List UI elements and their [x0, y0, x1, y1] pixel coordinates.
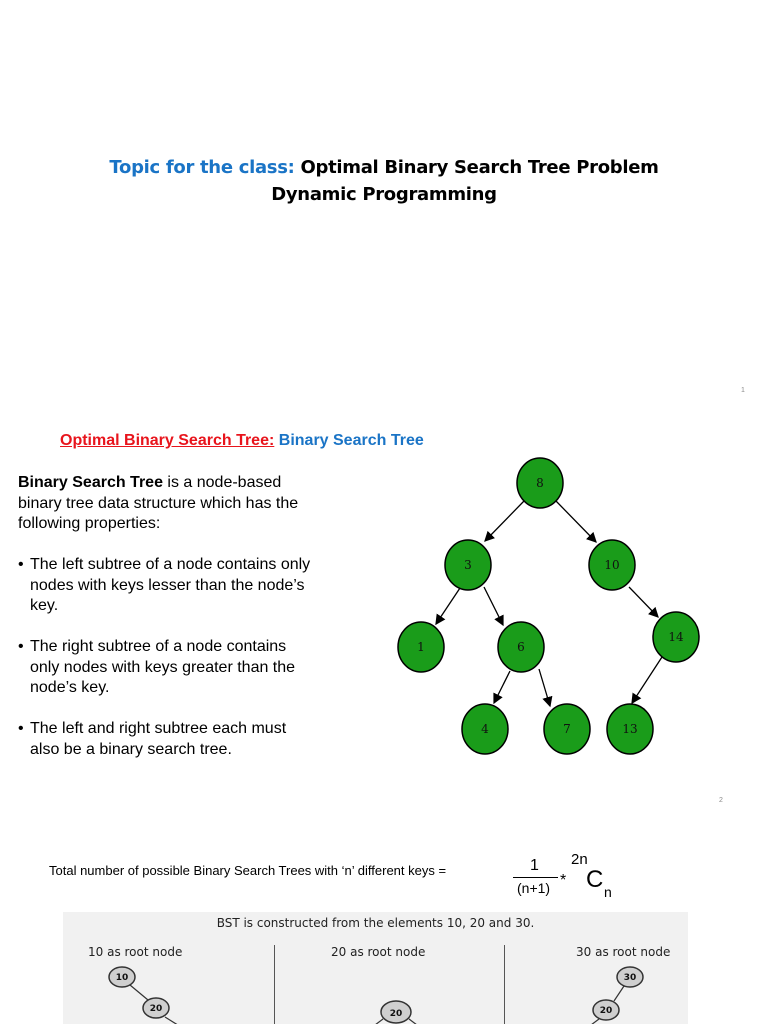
page-number-2: 2: [719, 797, 723, 804]
formula-denominator: (n+1): [517, 880, 551, 896]
node-10: [589, 540, 635, 590]
title-line-2: Dynamic Programming: [271, 184, 497, 205]
topic-name: Optimal Binary Search Tree Problem: [300, 157, 659, 178]
bst-construction-figure: [63, 912, 688, 1024]
formula-superscript: 2n: [571, 851, 588, 868]
bst-diagram: [390, 452, 710, 764]
mini-node-20: [143, 998, 169, 1018]
node-1: [398, 622, 444, 672]
bullet-icon: •: [18, 556, 24, 573]
mini-trees: [63, 912, 688, 1024]
topic-label: Topic for the class:: [109, 157, 295, 178]
node-3: [445, 540, 491, 590]
node-8: [517, 458, 563, 508]
fraction-bar: [513, 877, 558, 878]
caption-30-root: 30 as root node: [576, 945, 671, 959]
svg-text:4: 4: [481, 722, 489, 736]
svg-text:1: 1: [417, 640, 425, 654]
formula-subscript: n: [604, 884, 612, 900]
svg-text:30: 30: [623, 973, 637, 983]
section-heading: [60, 432, 424, 450]
caption-10-root: 10 as root node: [88, 945, 183, 959]
tree-nodes: [398, 458, 699, 754]
heading-red: Optimal Binary Search Tree:: [60, 432, 275, 449]
edge-14-13: [632, 657, 662, 703]
svg-text:8: 8: [536, 476, 544, 490]
list-item: [18, 719, 318, 760]
catalan-statement: Total number of possible Binary Search Trees with ‘n’ different keys =: [49, 863, 447, 878]
edge-10-14: [629, 587, 658, 617]
slide-title: [0, 154, 768, 208]
bullet-text: The right subtree of a node contains only nodes with keys greater than the node’s key.: [30, 638, 296, 696]
heading-blue: Binary Search Tree: [278, 432, 424, 449]
title-line-1: [0, 154, 768, 181]
caption-20-root: 20 as root node: [331, 945, 426, 959]
bullet-text: The left subtree of a node contains only nodes with keys lesser than the node’s key.: [30, 556, 311, 614]
svg-text:20: 20: [599, 1006, 613, 1016]
edge-6-7: [539, 669, 550, 706]
bst-description: [18, 473, 318, 760]
svg-text:6: 6: [517, 640, 525, 654]
edge-8-10: [556, 501, 596, 542]
figure-title: BST is constructed from the elements 10, 20 and 30.: [216, 916, 535, 930]
svg-text:10: 10: [115, 973, 129, 983]
edge-8-3: [485, 501, 524, 541]
mini-node-10: [109, 967, 135, 987]
mini-node-20-root: [381, 1001, 411, 1023]
svg-text:10: 10: [604, 558, 620, 572]
node-7: [544, 704, 590, 754]
mini-node-20: [593, 1000, 619, 1020]
intro-paragraph: [18, 473, 318, 535]
mini-node-30: [617, 967, 643, 987]
bullet-text: The left and right subtree each must also be a binary search tree.: [30, 720, 287, 758]
svg-text:14: 14: [668, 630, 684, 644]
page-number-1: 1: [741, 387, 745, 394]
node-4: [462, 704, 508, 754]
intro-rest: is a node-based binary tree data structure which has the following properties:: [18, 474, 299, 532]
bullet-icon: •: [18, 638, 24, 655]
mini-edges: [130, 985, 624, 1024]
node-13: [607, 704, 653, 754]
svg-text:20: 20: [149, 1004, 163, 1014]
edge-3-6: [484, 587, 503, 625]
list-item: [18, 637, 318, 699]
svg-text:7: 7: [563, 722, 571, 736]
formula-symbol: C: [586, 866, 604, 893]
formula-numerator: 1: [530, 857, 539, 874]
node-6: [498, 622, 544, 672]
svg-text:3: 3: [464, 558, 472, 572]
edge-3-1: [436, 588, 460, 624]
intro-bold: Binary Search Tree: [18, 474, 163, 491]
formula-operator: *: [560, 872, 567, 889]
svg-text:13: 13: [622, 722, 638, 736]
property-list: [18, 555, 318, 760]
svg-text:20: 20: [389, 1009, 403, 1019]
catalan-formula: [500, 850, 630, 900]
edge-6-4: [494, 671, 510, 703]
node-14: [653, 612, 699, 662]
list-item: [18, 555, 318, 617]
tree-edges: [436, 501, 662, 706]
bullet-icon: •: [18, 720, 24, 737]
